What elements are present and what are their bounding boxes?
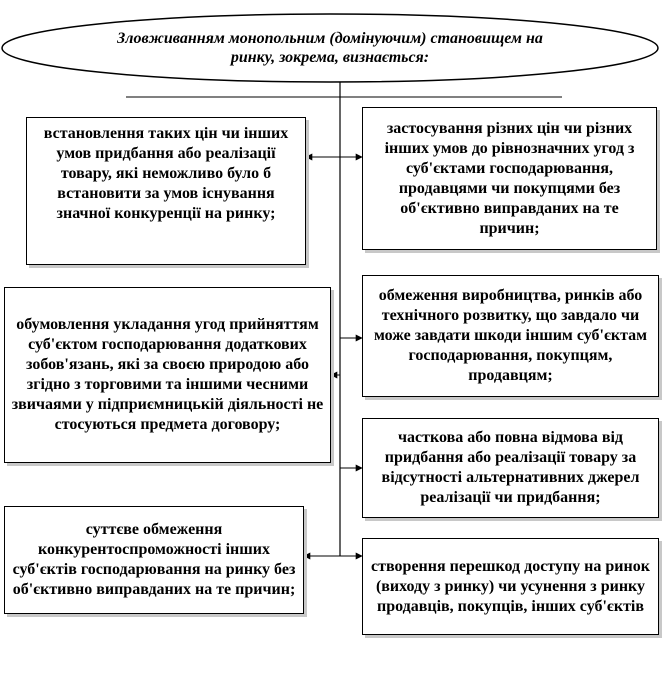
header-title bbox=[0, 12, 660, 84]
left-box-1: встановлення таких цін чи інших умов придбання або реалізації товару, які неможливо було б встановити за умов існування значної конкуренції на ринку; bbox=[26, 117, 306, 265]
left-box-2: обумовлення укладання угод прийняттям суб'єктом господарювання додаткових зобов'язань, які за своєю природою або згідно з торговими та іншими чесними звичаями у підприємницькій діяльності не стосуються предмета договору; bbox=[4, 287, 331, 463]
left-box-3: суттєве обмеження конкурентоспроможності інших суб'єктів господарювання на ринку без об'єктивно виправданих на те причин; bbox=[4, 506, 304, 614]
right-box-2: обмеження виробництва, ринків або технічного розвитку, що завдало чи може завдати шкоди іншим суб'єктам господарювання, покупцям, продавцям; bbox=[362, 275, 659, 397]
header-text: Зловживанням монопольним (домінуючим) становищем на ринку, зокрема, визнається: bbox=[117, 30, 543, 66]
right-box-3: часткова або повна відмова від придбання або реалізації товару за відсутності альтернативних джерел реалізації чи придбання; bbox=[362, 418, 659, 518]
right-box-1: застосування різних цін чи різних інших умов до рівнозначних угод з суб'єктами господарювання, продавцями чи покупцями без об'єктивно виправданих на те причин; bbox=[362, 107, 657, 250]
right-box-4: створення перешкод доступу на ринок (виходу з ринку) чи усунення з ринку продавців, покупців, інших суб'єктів bbox=[362, 538, 659, 635]
